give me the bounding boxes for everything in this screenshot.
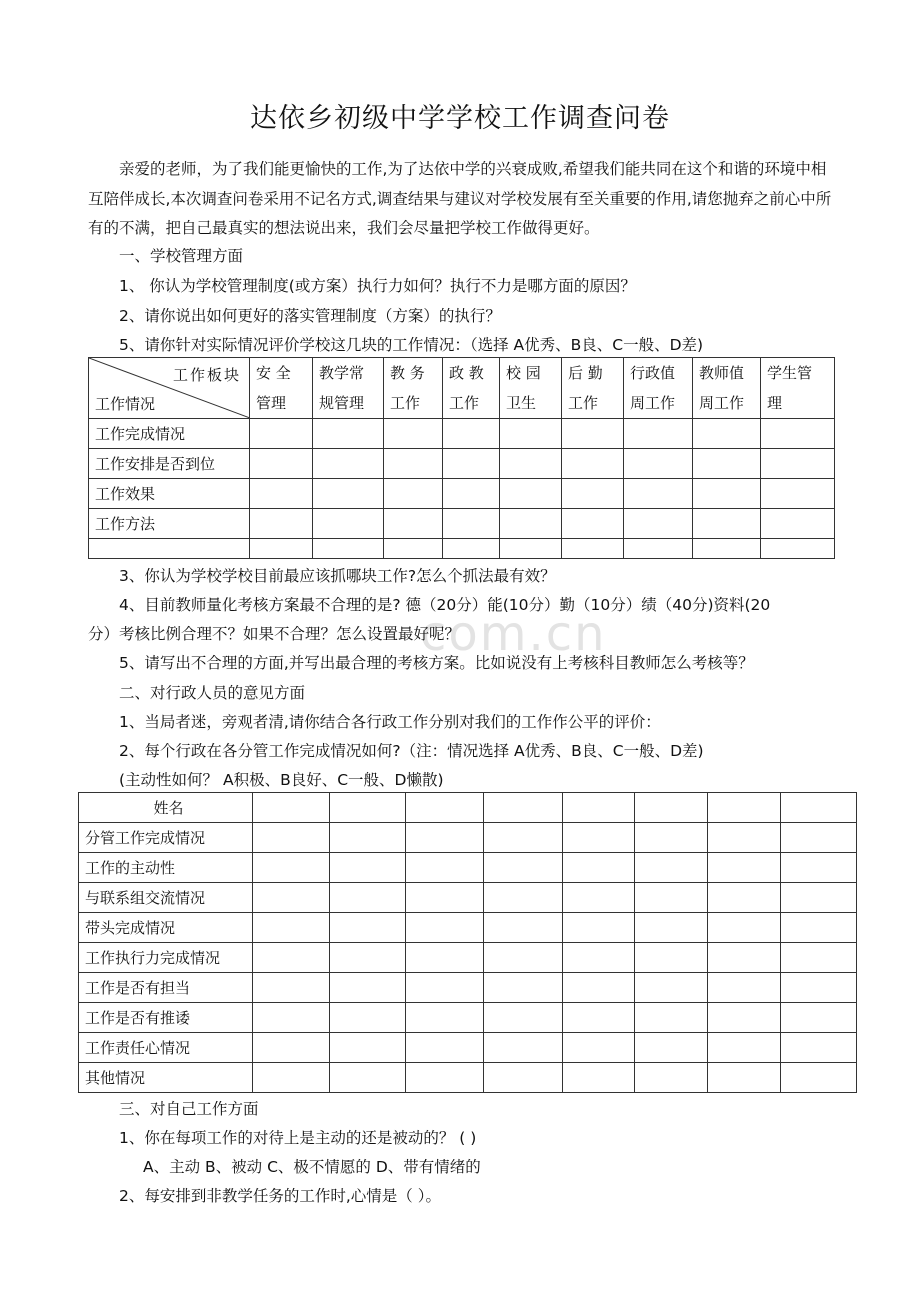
management-evaluation-table bbox=[88, 357, 835, 559]
intro-text: 亲爱的老师，为了我们能更愉快的工作,为了达依中学的兴衰成败,希望我们能共同在这个和谐的环境中相互陪伴成长,本次调查问卷采用不记名方式,调查结果与建议对学校发展有至关重要的作用,请您抛弃之前心中所有的不满，把自己最真实的想法说出来，我们会尽量把学校工作做得更好。 bbox=[88, 160, 832, 237]
name-cell[interactable] bbox=[635, 793, 708, 823]
answer-cell[interactable] bbox=[500, 479, 562, 509]
name-cell[interactable] bbox=[484, 793, 563, 823]
answer-cell[interactable] bbox=[624, 509, 693, 539]
answer-cell[interactable] bbox=[761, 449, 835, 479]
answer-cell[interactable] bbox=[761, 419, 835, 449]
row-label: 工作的主动性 bbox=[79, 853, 253, 883]
answer-cell[interactable] bbox=[781, 883, 857, 913]
answer-cell[interactable] bbox=[563, 1003, 635, 1033]
column-header: 教师值 周工作 bbox=[693, 358, 761, 419]
page-title: 达依乡初级中学学校工作调查问卷 bbox=[250, 103, 670, 134]
answer-cell[interactable] bbox=[635, 853, 708, 883]
answer-cell[interactable] bbox=[635, 1033, 708, 1063]
section1-question-1: 1、 你认为学校管理制度(或方案）执行力如何？执行不力是哪方面的原因？ bbox=[119, 277, 636, 295]
column-header: 后 勤 工作 bbox=[562, 358, 624, 419]
answer-cell[interactable] bbox=[484, 913, 563, 943]
answer-cell[interactable] bbox=[563, 973, 635, 1003]
section3-heading: 三、对自己工作方面 bbox=[119, 1100, 259, 1118]
answer-cell[interactable] bbox=[406, 943, 484, 973]
answer-cell[interactable] bbox=[708, 883, 781, 913]
row-label: 其他情况 bbox=[79, 1063, 253, 1093]
answer-cell[interactable] bbox=[406, 883, 484, 913]
answer-cell[interactable] bbox=[253, 1033, 330, 1063]
answer-cell[interactable] bbox=[635, 1063, 708, 1093]
answer-cell[interactable] bbox=[250, 419, 313, 449]
answer-cell[interactable] bbox=[484, 973, 563, 1003]
answer-cell[interactable] bbox=[693, 479, 761, 509]
answer-cell[interactable] bbox=[484, 853, 563, 883]
answer-cell[interactable] bbox=[563, 943, 635, 973]
answer-cell[interactable] bbox=[781, 1063, 857, 1093]
section1-question-4-line2: 分）考核比例合理不？如果不合理？怎么设置最好呢？ bbox=[88, 625, 461, 643]
section3-question-2: 2、每安排到非教学任务的工作时,心情是（ ）。 bbox=[119, 1187, 441, 1205]
answer-cell[interactable] bbox=[313, 509, 384, 539]
answer-cell[interactable] bbox=[781, 973, 857, 1003]
column-header: 教学常 规管理 bbox=[313, 358, 384, 419]
table-row bbox=[89, 479, 835, 509]
answer-cell[interactable] bbox=[330, 913, 406, 943]
answer-cell[interactable] bbox=[635, 823, 708, 853]
answer-cell[interactable] bbox=[693, 509, 761, 539]
answer-cell[interactable] bbox=[562, 419, 624, 449]
answer-cell[interactable] bbox=[781, 1033, 857, 1063]
row-label: 工作方法 bbox=[89, 509, 250, 539]
answer-cell[interactable] bbox=[330, 943, 406, 973]
answer-cell[interactable] bbox=[781, 823, 857, 853]
table-row bbox=[89, 419, 835, 449]
section3-question-1: 1、你在每项工作的对待上是主动的还是被动的？ ( ) bbox=[119, 1129, 477, 1147]
answer-cell[interactable] bbox=[500, 449, 562, 479]
row-label: 工作是否有担当 bbox=[79, 973, 253, 1003]
answer-cell[interactable] bbox=[781, 1003, 857, 1033]
table-row bbox=[79, 883, 857, 913]
name-cell[interactable] bbox=[781, 793, 857, 823]
answer-cell[interactable] bbox=[562, 449, 624, 479]
answer-cell[interactable] bbox=[500, 419, 562, 449]
row-label: 与联系组交流情况 bbox=[79, 883, 253, 913]
answer-cell[interactable] bbox=[313, 479, 384, 509]
answer-cell[interactable] bbox=[635, 913, 708, 943]
answer-cell[interactable] bbox=[563, 913, 635, 943]
table-row bbox=[79, 1003, 857, 1033]
answer-cell[interactable] bbox=[708, 853, 781, 883]
section2-question-1: 1、当局者迷，旁观者清,请你结合各行政工作分别对我们的工作作公平的评价： bbox=[119, 713, 661, 731]
row-label: 工作责任心情况 bbox=[79, 1033, 253, 1063]
answer-cell[interactable] bbox=[253, 943, 330, 973]
answer-cell[interactable] bbox=[484, 823, 563, 853]
table-row bbox=[79, 1063, 857, 1093]
table-row bbox=[79, 823, 857, 853]
answer-cell[interactable] bbox=[693, 419, 761, 449]
answer-cell[interactable] bbox=[330, 883, 406, 913]
answer-cell[interactable] bbox=[253, 973, 330, 1003]
section3-question-1-options: A、主动 B、被动 C、极不情愿的 D、带有情绪的 bbox=[143, 1158, 481, 1176]
table-row bbox=[79, 1033, 857, 1063]
row-label: 工作执行力完成情况 bbox=[79, 943, 253, 973]
answer-cell[interactable] bbox=[635, 1003, 708, 1033]
table-row bbox=[89, 509, 835, 539]
answer-cell[interactable] bbox=[563, 1063, 635, 1093]
answer-cell[interactable] bbox=[500, 539, 562, 559]
answer-cell[interactable] bbox=[635, 943, 708, 973]
answer-cell[interactable] bbox=[761, 509, 835, 539]
answer-cell[interactable] bbox=[624, 449, 693, 479]
answer-cell[interactable] bbox=[761, 539, 835, 559]
section1-question-5: 5、请你针对实际情况评价学校这几块的工作情况：（选择 A优秀、B良、C一般、D差) bbox=[119, 336, 704, 354]
answer-cell[interactable] bbox=[384, 539, 443, 559]
answer-cell[interactable] bbox=[562, 479, 624, 509]
section1-question-4-line1: 4、目前教师量化考核方案最不合理的是? 德（20分）能(10分）勤（10分）绩（40分)资料(20 bbox=[119, 596, 771, 614]
answer-cell[interactable] bbox=[635, 883, 708, 913]
name-cell[interactable] bbox=[253, 793, 330, 823]
answer-cell[interactable] bbox=[384, 449, 443, 479]
answer-cell[interactable] bbox=[406, 1063, 484, 1093]
table-header-row bbox=[79, 793, 857, 823]
answer-cell[interactable] bbox=[384, 419, 443, 449]
table-row bbox=[79, 853, 857, 883]
answer-cell[interactable] bbox=[313, 449, 384, 479]
row-label: 工作是否有推诿 bbox=[79, 1003, 253, 1033]
answer-cell[interactable] bbox=[562, 539, 624, 559]
table-row bbox=[89, 449, 835, 479]
section1-question-3: 3、你认为学校学校目前最应该抓哪块工作?怎么个抓法最有效？ bbox=[119, 567, 556, 585]
answer-cell[interactable] bbox=[250, 509, 313, 539]
answer-cell[interactable] bbox=[563, 1033, 635, 1063]
row-label: 工作安排是否到位 bbox=[89, 449, 250, 479]
answer-cell[interactable] bbox=[563, 853, 635, 883]
answer-cell[interactable] bbox=[708, 973, 781, 1003]
answer-cell[interactable] bbox=[708, 1063, 781, 1093]
answer-cell[interactable] bbox=[781, 853, 857, 883]
answer-cell[interactable] bbox=[330, 853, 406, 883]
section1-question-2: 2、请你说出如何更好的落实管理制度（方案）的执行？ bbox=[119, 307, 501, 325]
row-label: 工作完成情况 bbox=[89, 419, 250, 449]
answer-cell[interactable] bbox=[406, 913, 484, 943]
section2-heading: 二、对行政人员的意见方面 bbox=[119, 684, 306, 702]
row-label: 带头完成情况 bbox=[79, 913, 253, 943]
answer-cell[interactable] bbox=[443, 509, 500, 539]
answer-cell[interactable] bbox=[443, 419, 500, 449]
table-row bbox=[79, 913, 857, 943]
column-header: 政 教 工作 bbox=[443, 358, 500, 419]
answer-cell[interactable] bbox=[313, 419, 384, 449]
answer-cell[interactable] bbox=[484, 1033, 563, 1063]
table-row bbox=[79, 973, 857, 1003]
answer-cell[interactable] bbox=[253, 1063, 330, 1093]
table-row-blank bbox=[89, 539, 835, 559]
answer-cell[interactable] bbox=[250, 479, 313, 509]
answer-cell[interactable] bbox=[406, 1003, 484, 1033]
column-header: 教 务 工作 bbox=[384, 358, 443, 419]
answer-cell[interactable] bbox=[708, 1003, 781, 1033]
answer-cell[interactable] bbox=[313, 539, 384, 559]
table-row bbox=[79, 943, 857, 973]
answer-cell[interactable] bbox=[500, 509, 562, 539]
answer-cell[interactable] bbox=[330, 823, 406, 853]
answer-cell[interactable] bbox=[330, 1063, 406, 1093]
row-label: 工作效果 bbox=[89, 479, 250, 509]
answer-cell[interactable] bbox=[406, 1033, 484, 1063]
answer-cell[interactable] bbox=[484, 1003, 563, 1033]
answer-cell[interactable] bbox=[443, 539, 500, 559]
answer-cell[interactable] bbox=[693, 449, 761, 479]
column-header: 行政值 周工作 bbox=[624, 358, 693, 419]
answer-cell[interactable] bbox=[624, 479, 693, 509]
answer-cell[interactable] bbox=[563, 883, 635, 913]
name-cell[interactable] bbox=[563, 793, 635, 823]
section1-question-5b: 5、请写出不合理的方面,并写出最合理的考核方案。比如说没有上考核科目教师怎么考核等？ bbox=[119, 654, 754, 672]
name-header: 姓名 bbox=[79, 793, 253, 823]
answer-cell[interactable] bbox=[624, 419, 693, 449]
answer-cell[interactable] bbox=[484, 1063, 563, 1093]
answer-cell[interactable] bbox=[406, 853, 484, 883]
name-cell[interactable] bbox=[406, 793, 484, 823]
answer-cell[interactable] bbox=[253, 823, 330, 853]
section2-question-2: 2、每个行政在各分管工作完成情况如何?（注：情况选择 A优秀、B良、C一般、D差) bbox=[119, 742, 704, 760]
answer-cell[interactable] bbox=[708, 1033, 781, 1063]
answer-cell[interactable] bbox=[708, 913, 781, 943]
diagonal-header-cell bbox=[89, 358, 250, 419]
answer-cell[interactable] bbox=[484, 943, 563, 973]
answer-cell[interactable] bbox=[484, 883, 563, 913]
answer-cell[interactable] bbox=[693, 539, 761, 559]
answer-cell[interactable] bbox=[624, 539, 693, 559]
intro-paragraph bbox=[88, 155, 836, 244]
name-cell[interactable] bbox=[330, 793, 406, 823]
answer-cell[interactable] bbox=[330, 1003, 406, 1033]
answer-cell[interactable] bbox=[253, 883, 330, 913]
section2-question-2b: (主动性如何？ A积极、B良好、C一般、D懒散) bbox=[119, 771, 444, 789]
answer-cell[interactable] bbox=[635, 973, 708, 1003]
answer-cell[interactable] bbox=[250, 539, 313, 559]
answer-cell[interactable] bbox=[384, 509, 443, 539]
answer-cell[interactable] bbox=[708, 823, 781, 853]
section1-heading: 一、学校管理方面 bbox=[119, 247, 244, 265]
header-corner-top: 工作板块 bbox=[172, 366, 241, 384]
answer-cell[interactable] bbox=[250, 449, 313, 479]
answer-cell[interactable] bbox=[406, 823, 484, 853]
column-header: 学生管 理 bbox=[761, 358, 835, 419]
column-header: 安 全 管理 bbox=[250, 358, 313, 419]
row-label: 分管工作完成情况 bbox=[79, 823, 253, 853]
answer-cell[interactable] bbox=[384, 479, 443, 509]
header-corner-bottom: 工作情况 bbox=[95, 395, 156, 413]
name-cell[interactable] bbox=[708, 793, 781, 823]
answer-cell[interactable] bbox=[563, 823, 635, 853]
table-header-row bbox=[89, 358, 835, 419]
administration-evaluation-table bbox=[78, 792, 857, 1093]
answer-cell[interactable] bbox=[330, 1033, 406, 1063]
column-header: 校 园 卫生 bbox=[500, 358, 562, 419]
answer-cell[interactable] bbox=[253, 853, 330, 883]
watermark: com.cn bbox=[420, 606, 607, 662]
answer-cell[interactable] bbox=[781, 913, 857, 943]
answer-cell[interactable] bbox=[253, 913, 330, 943]
answer-cell[interactable] bbox=[253, 1003, 330, 1033]
answer-cell[interactable] bbox=[562, 509, 624, 539]
answer-cell[interactable] bbox=[443, 479, 500, 509]
answer-cell[interactable] bbox=[443, 449, 500, 479]
answer-cell[interactable] bbox=[708, 943, 781, 973]
answer-cell[interactable] bbox=[761, 479, 835, 509]
answer-cell[interactable] bbox=[406, 973, 484, 1003]
row-label-empty bbox=[89, 539, 250, 559]
answer-cell[interactable] bbox=[330, 973, 406, 1003]
answer-cell[interactable] bbox=[781, 943, 857, 973]
